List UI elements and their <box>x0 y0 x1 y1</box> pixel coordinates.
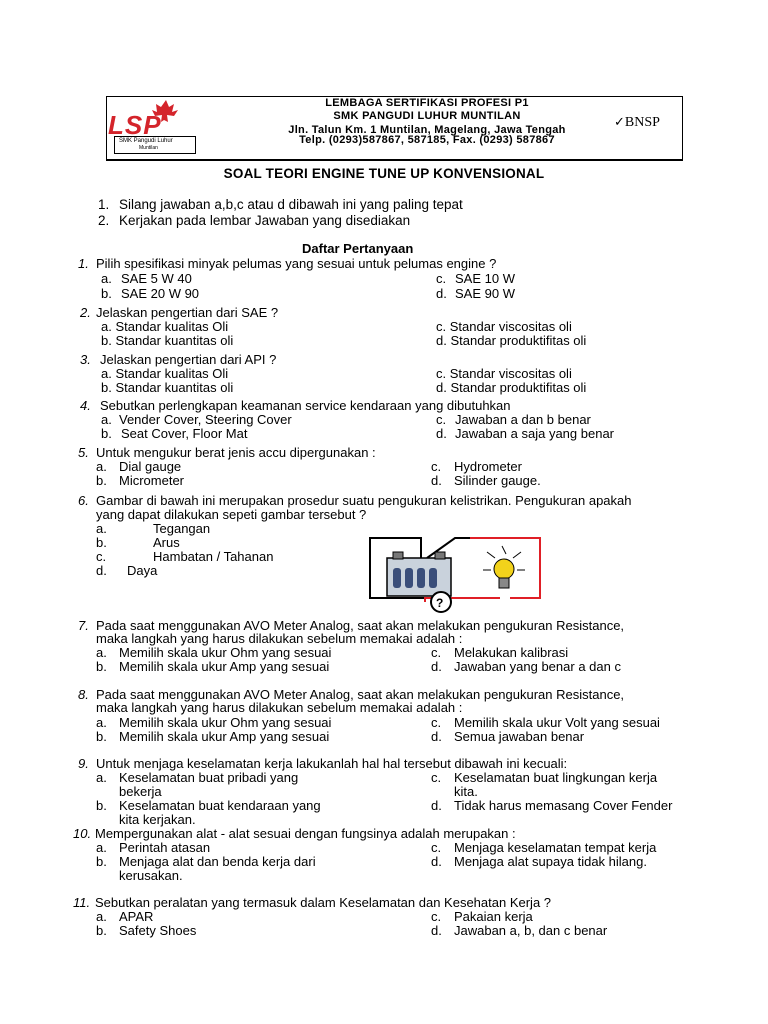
question-text: maka langkah yang harus dilakukan sebelum memakai adalah : <box>96 700 463 715</box>
option-letter: a. <box>96 521 107 536</box>
option-text: Micrometer <box>119 473 185 488</box>
option-letter: c. <box>431 459 442 474</box>
question-number: 8. <box>78 687 89 702</box>
question-text: Untuk mengukur berat jenis accu dipergunakan : <box>96 445 376 460</box>
option-text: kerusakan. <box>119 868 183 883</box>
question-number: 3. <box>80 352 91 367</box>
option-letter: a. <box>96 840 107 855</box>
instruction-number: 1. <box>98 197 110 212</box>
option-text: SAE 10 W <box>455 271 515 286</box>
option-text: Perintah atasan <box>119 840 211 855</box>
question-number: 9. <box>78 756 89 771</box>
option-letter: d. <box>431 798 442 813</box>
option-text: SAE 20 W 90 <box>121 286 200 301</box>
option-text: Daya <box>127 563 158 578</box>
question-text: Pada saat menggunakan AVO Meter Analog, saat akan melakukan pengukuran Resistance, <box>96 618 625 633</box>
option-text: a. Standar kualitas Oli <box>101 319 229 334</box>
question-number: 10. <box>73 826 92 841</box>
option-text: Arus <box>153 535 180 550</box>
option-text: c. Standar viscositas oli <box>436 319 572 334</box>
option-letter: b. <box>101 286 112 301</box>
option-text: Memilih skala ukur Volt yang sesuai <box>454 715 660 730</box>
question-text: Sebutkan perlengkapan keamanan service kendaraan yang dibutuhkan <box>100 398 511 413</box>
option-text: Melakukan kalibrasi <box>454 645 569 660</box>
question-number: 6. <box>78 493 89 508</box>
option-text: Memilih skala ukur Amp yang sesuai <box>119 729 330 744</box>
option-letter: c. <box>431 770 442 785</box>
option-text: b. Standar kuantitas oli <box>101 333 234 348</box>
option-letter: a. <box>96 909 107 924</box>
option-letter: a. <box>96 645 107 660</box>
circuit-diagram <box>365 530 545 620</box>
option-text: Hydrometer <box>454 459 522 474</box>
option-text: Memilih skala ukur Ohm yang sesuai <box>119 715 332 730</box>
option-text: Safety Shoes <box>119 923 197 938</box>
option-text: APAR <box>119 909 154 924</box>
option-text: d. Standar produktifitas oli <box>436 333 587 348</box>
question-text: Mempergunakan alat - alat sesuai dengan fungsinya adalah merupakan : <box>95 826 516 841</box>
option-letter: c. <box>96 549 107 564</box>
header-line: SMK PANGUDI LUHUR MUNTILAN <box>333 110 521 122</box>
option-text: kita kerjakan. <box>119 812 196 827</box>
question-text: yang dapat dilakukan sepeti gambar tersebut ? <box>96 507 367 522</box>
option-letter: d. <box>431 659 442 674</box>
option-letter: c. <box>431 715 442 730</box>
option-letter: b. <box>96 729 107 744</box>
option-text: Seat Cover, Floor Mat <box>121 426 248 441</box>
option-letter: c. <box>436 271 447 286</box>
question-number: 1. <box>78 256 89 271</box>
option-letter: a. <box>96 459 107 474</box>
option-letter: b. <box>96 923 107 938</box>
question-number: 2. <box>80 305 91 320</box>
option-letter: c. <box>431 645 442 660</box>
option-text: Hambatan / Tahanan <box>153 549 274 564</box>
header-line: Jln. Talun Km. 1 Muntilan, Magelang, Jawa Tengah <box>288 124 566 136</box>
meter-symbol: ? <box>436 596 444 610</box>
logo-caption: Muntilan <box>139 145 158 151</box>
instruction-number: 2. <box>98 213 110 228</box>
option-letter: b. <box>96 535 107 550</box>
option-text: Keselamatan buat pribadi yang <box>119 770 299 785</box>
check-icon: ✓ <box>614 114 625 129</box>
option-text: Vender Cover, Steering Cover <box>119 412 292 427</box>
instruction-item: Kerjakan pada lembar Jawaban yang disediakan <box>119 213 411 228</box>
option-text: Menjaga alat supaya tidak hilang. <box>454 854 647 869</box>
option-text: Keselamatan buat kendaraan yang <box>119 798 321 813</box>
option-letter: b. <box>101 426 112 441</box>
option-text: Menjaga alat dan benda kerja dari <box>119 854 316 869</box>
logo-caption: SMK Pangudi Luhur <box>119 138 173 144</box>
option-text: b. Standar kuantitas oli <box>101 380 234 395</box>
option-text: c. Standar viscositas oli <box>436 366 572 381</box>
question-number: 11. <box>73 895 91 910</box>
option-letter: c. <box>431 840 442 855</box>
option-text: Jawaban a dan b benar <box>455 412 591 427</box>
question-text: Sebutkan peralatan yang termasuk dalam Keselamatan dan Kesehatan Kerja ? <box>95 895 552 910</box>
option-text: Semua jawaban benar <box>454 729 585 744</box>
question-number: 4. <box>80 398 91 413</box>
option-text: Dial gauge <box>119 459 182 474</box>
option-letter: d. <box>436 286 447 301</box>
section-title: Daftar Pertanyaan <box>302 241 414 256</box>
option-text: Jawaban yang benar a dan c <box>454 659 621 674</box>
option-text: Memilih skala ukur Ohm yang sesuai <box>119 645 332 660</box>
option-letter: b. <box>96 854 107 869</box>
logo-caption-box <box>114 136 196 154</box>
lsp-logo <box>106 98 196 156</box>
question-text: Gambar di bawah ini merupakan prosedur suatu pengukuran kelistrikan. Pengukuran apakah <box>96 493 632 508</box>
option-text: a. Standar kualitas Oli <box>101 366 229 381</box>
option-text: SAE 5 W 40 <box>121 271 192 286</box>
question-text: Jelaskan pengertian dari API ? <box>100 352 277 367</box>
option-text: Menjaga keselamatan tempat kerja <box>454 840 657 855</box>
logo-text: LSP <box>108 110 162 140</box>
option-text: kita. <box>454 784 478 799</box>
option-text: Keselamatan buat lingkungan kerja <box>454 770 658 785</box>
option-text: Tegangan <box>153 521 211 536</box>
option-letter: d. <box>96 563 107 578</box>
question-number: 7. <box>78 618 89 633</box>
option-letter: a. <box>96 715 107 730</box>
question-text: Jelaskan pengertian dari SAE ? <box>96 305 279 320</box>
option-letter: b. <box>96 473 107 488</box>
question-text: Pilih spesifikasi minyak pelumas yang sesuai untuk pelumas engine ? <box>96 256 497 271</box>
option-text: Jawaban a saja yang benar <box>455 426 615 441</box>
question-text: Pada saat menggunakan AVO Meter Analog, saat akan melakukan pengukuran Resistance, <box>96 687 625 702</box>
question-text: Untuk menjaga keselamatan kerja lakukanlah hal hal tersebut dibawah ini kecuali: <box>96 756 568 771</box>
option-letter: c. <box>436 412 447 427</box>
option-text: Silinder gauge. <box>454 473 541 488</box>
option-text: d. Standar produktifitas oli <box>436 380 587 395</box>
option-letter: a. <box>101 412 112 427</box>
option-text: Jawaban a, b, dan c benar <box>454 923 608 938</box>
black-wire <box>427 538 470 558</box>
option-text: SAE 90 W <box>455 286 515 301</box>
option-letter: a. <box>96 770 107 785</box>
option-letter: c. <box>431 909 442 924</box>
bnsp-logo <box>614 114 660 131</box>
header-line: Telp. (0293)587867, 587185, Fax. (0293) 587867 <box>299 134 555 146</box>
question-text: maka langkah yang harus dilakukan sebelum memakai adalah : <box>96 631 463 646</box>
question-number: 5. <box>78 445 89 460</box>
page-title: SOAL TEORI ENGINE TUNE UP KONVENSIONAL <box>223 166 545 181</box>
option-letter: d. <box>431 729 442 744</box>
light-bulb-icon <box>483 546 525 588</box>
option-letter: d. <box>431 473 442 488</box>
header-line: LEMBAGA SERTIFIKASI PROFESI P1 <box>325 97 529 109</box>
option-letter: b. <box>96 659 107 674</box>
option-letter: d. <box>436 426 447 441</box>
option-text: Memilih skala ukur Amp yang sesuai <box>119 659 330 674</box>
instruction-item: Silang jawaban a,b,c atau d dibawah ini yang paling tepat <box>119 197 463 212</box>
option-letter: d. <box>431 854 442 869</box>
option-letter: a. <box>101 271 112 286</box>
option-text: Tidak harus memasang Cover Fender <box>454 798 673 813</box>
option-text: bekerja <box>119 784 162 799</box>
option-text: Pakaian kerja <box>454 909 533 924</box>
bnsp-text: BNSP <box>624 115 660 130</box>
option-letter: d. <box>431 923 442 938</box>
option-letter: b. <box>96 798 107 813</box>
